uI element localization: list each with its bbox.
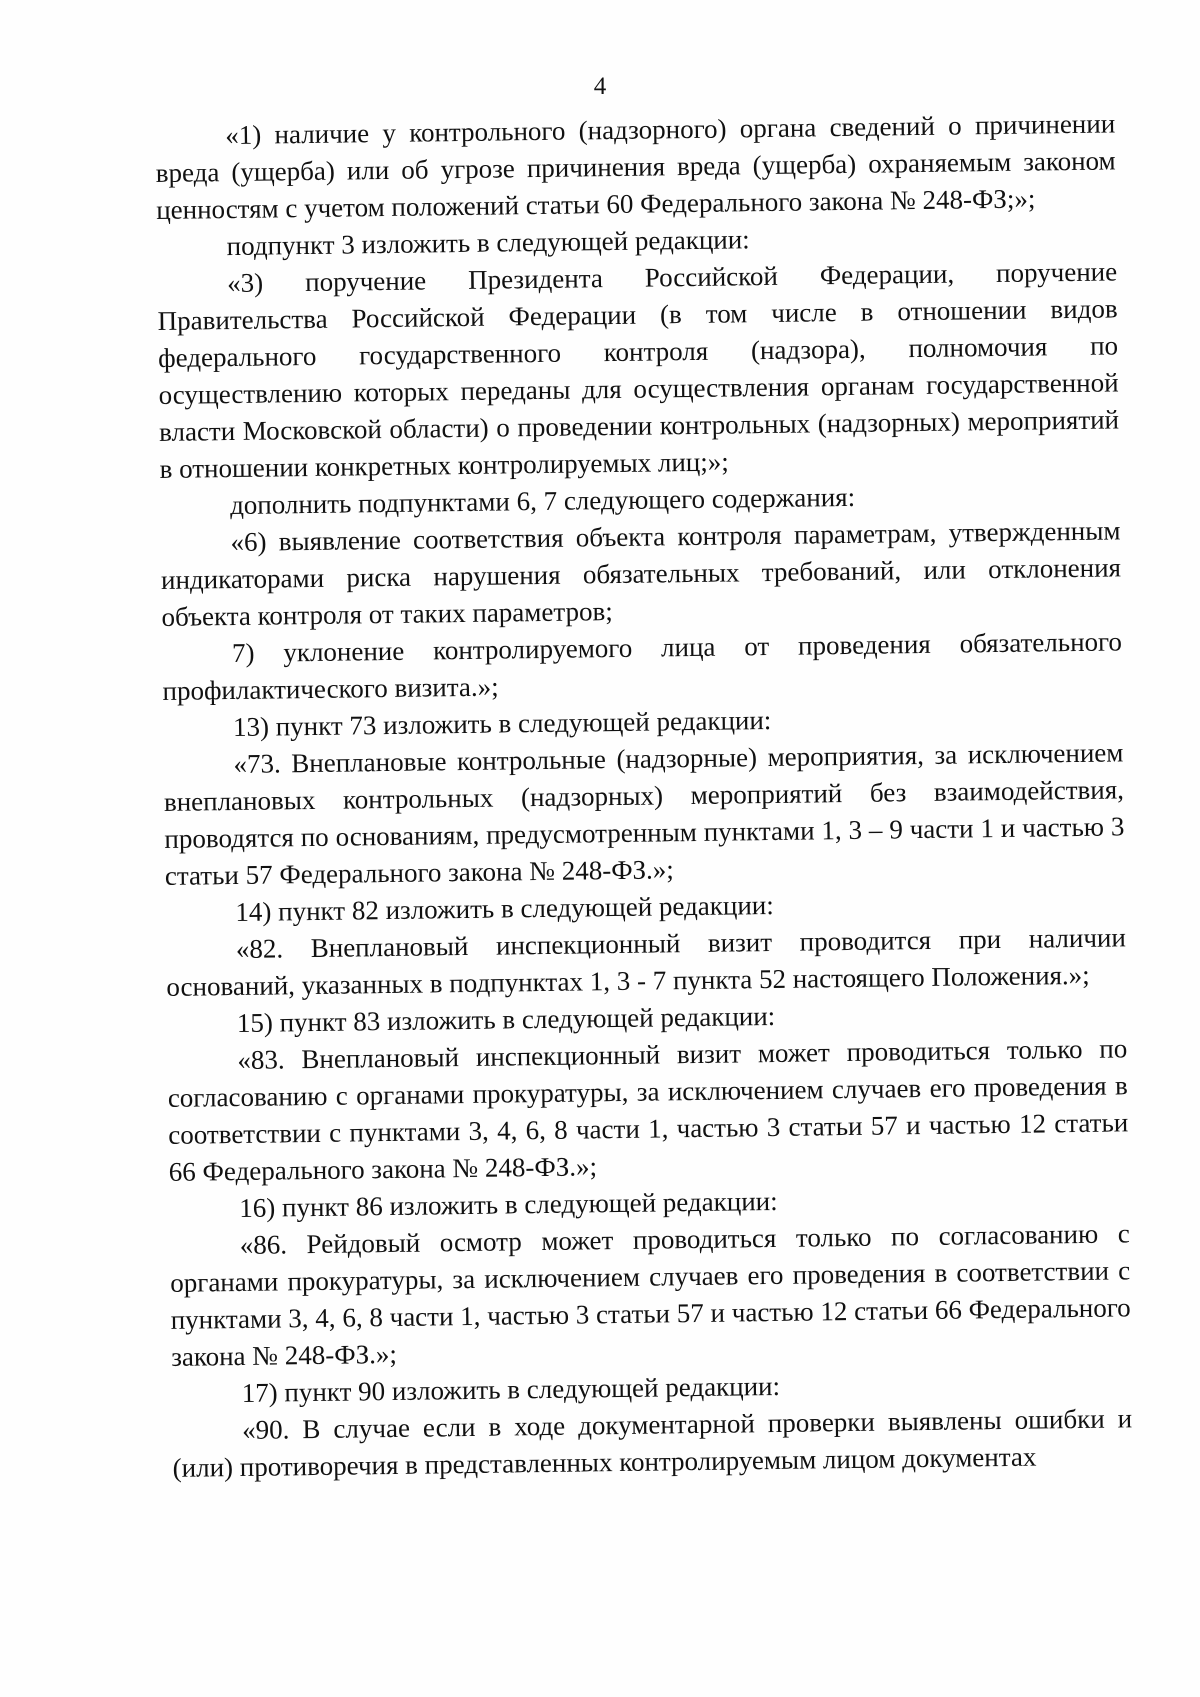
paragraph-instruction-add-subclauses: дополнить подпунктами 6, 7 следующего содержания: — [229, 481, 856, 521]
page-number: 4 — [593, 73, 607, 100]
paragraph-clause-1: «1) наличие у контрольного (надзорного) органа сведений о причинении вреда (ущерба) или об угрозе причинения вреда (ущерба) охраняемым законом ценностям с учетом положений статьи 60 Федерального закона № 248-ФЗ;»; — [155, 108, 1116, 225]
paragraph-clause-6: «6) выявление соответствия объекта контроля параметрам, утвержденным индикаторами риска нарушения обязательных требований, или отклонения объекта контроля от таких параметров; — [160, 515, 1122, 632]
document-body — [155, 105, 1133, 1486]
paragraph-clause-3: «3) поручение Президента Российской Федерации, поручение Правительства Российской Федерации (в том числе в отношении видов федерального государственного контроля (надзора), полномочия по осуществлению которых переданы для осуществления органам государственной власти Московской области) о проведении контрольных (надзорных) мероприятий в отношении конкретных контролируемых лиц;»; — [157, 256, 1120, 484]
paragraph-item-13: 13) пункт 73 изложить в следующей редакции: — [232, 704, 772, 743]
paragraph-point-86: «86. Рейдовый осмотр может проводиться только по согласованию с органами прокуратуры, за исключением случаев его проведения в соответствии с пунктами 3, 4, 6, 8 части 1, частью 3 статьи 57 и частью 12 статьи 66 Федерального закона № 248-ФЗ.»; — [170, 1218, 1131, 1372]
paragraph-point-82: «82. Внеплановый инспекционный визит проводится при наличии оснований, указанных в подпунктах 1, 3 - 7 пункта 52 настоящего Положения.»; — [166, 922, 1127, 1002]
paragraph-point-90: «90. В случае если в ходе документарной проверки выявлены ошибки и (или) противоречия в представленных контролируемым лицом документах — [172, 1403, 1133, 1483]
paragraph-item-15: 15) пункт 83 изложить в следующей редакции: — [236, 1000, 776, 1039]
paragraph-item-14: 14) пункт 82 изложить в следующей редакции: — [235, 889, 774, 928]
paragraph-instruction-subclause-3: подпункт 3 изложить в следующей редакции: — [226, 224, 750, 262]
paragraph-point-73: «73. Внеплановые контрольные (надзорные) мероприятия, за исключением внеплановых контрольных (надзорных) мероприятий без взаимодействия, проводятся по основаниям, предусмотренным пунктами 1, 3 – 9 части 1 и частью 3 статьи 57 Федерального закона № 248-ФЗ.»; — [163, 737, 1125, 891]
paragraph-point-83: «83. Внеплановый инспекционный визит может проводиться только по согласованию с органами прокуратуры, за исключением случаев его проведения в соответствии с пунктами 3, 4, 6, 8 части 1, частью 3 статьи 57 и частью 12 статьи 66 Федерального закона № 248-ФЗ.»; — [167, 1033, 1129, 1187]
paragraph-item-16: 16) пункт 86 изложить в следующей редакции: — [239, 1185, 778, 1223]
paragraph-clause-7: 7) уклонение контролируемого лица от проведения обязательного профилактического визита.»; — [162, 626, 1123, 706]
paragraph-item-17: 17) пункт 90 изложить в следующей редакции: — [241, 1370, 781, 1408]
